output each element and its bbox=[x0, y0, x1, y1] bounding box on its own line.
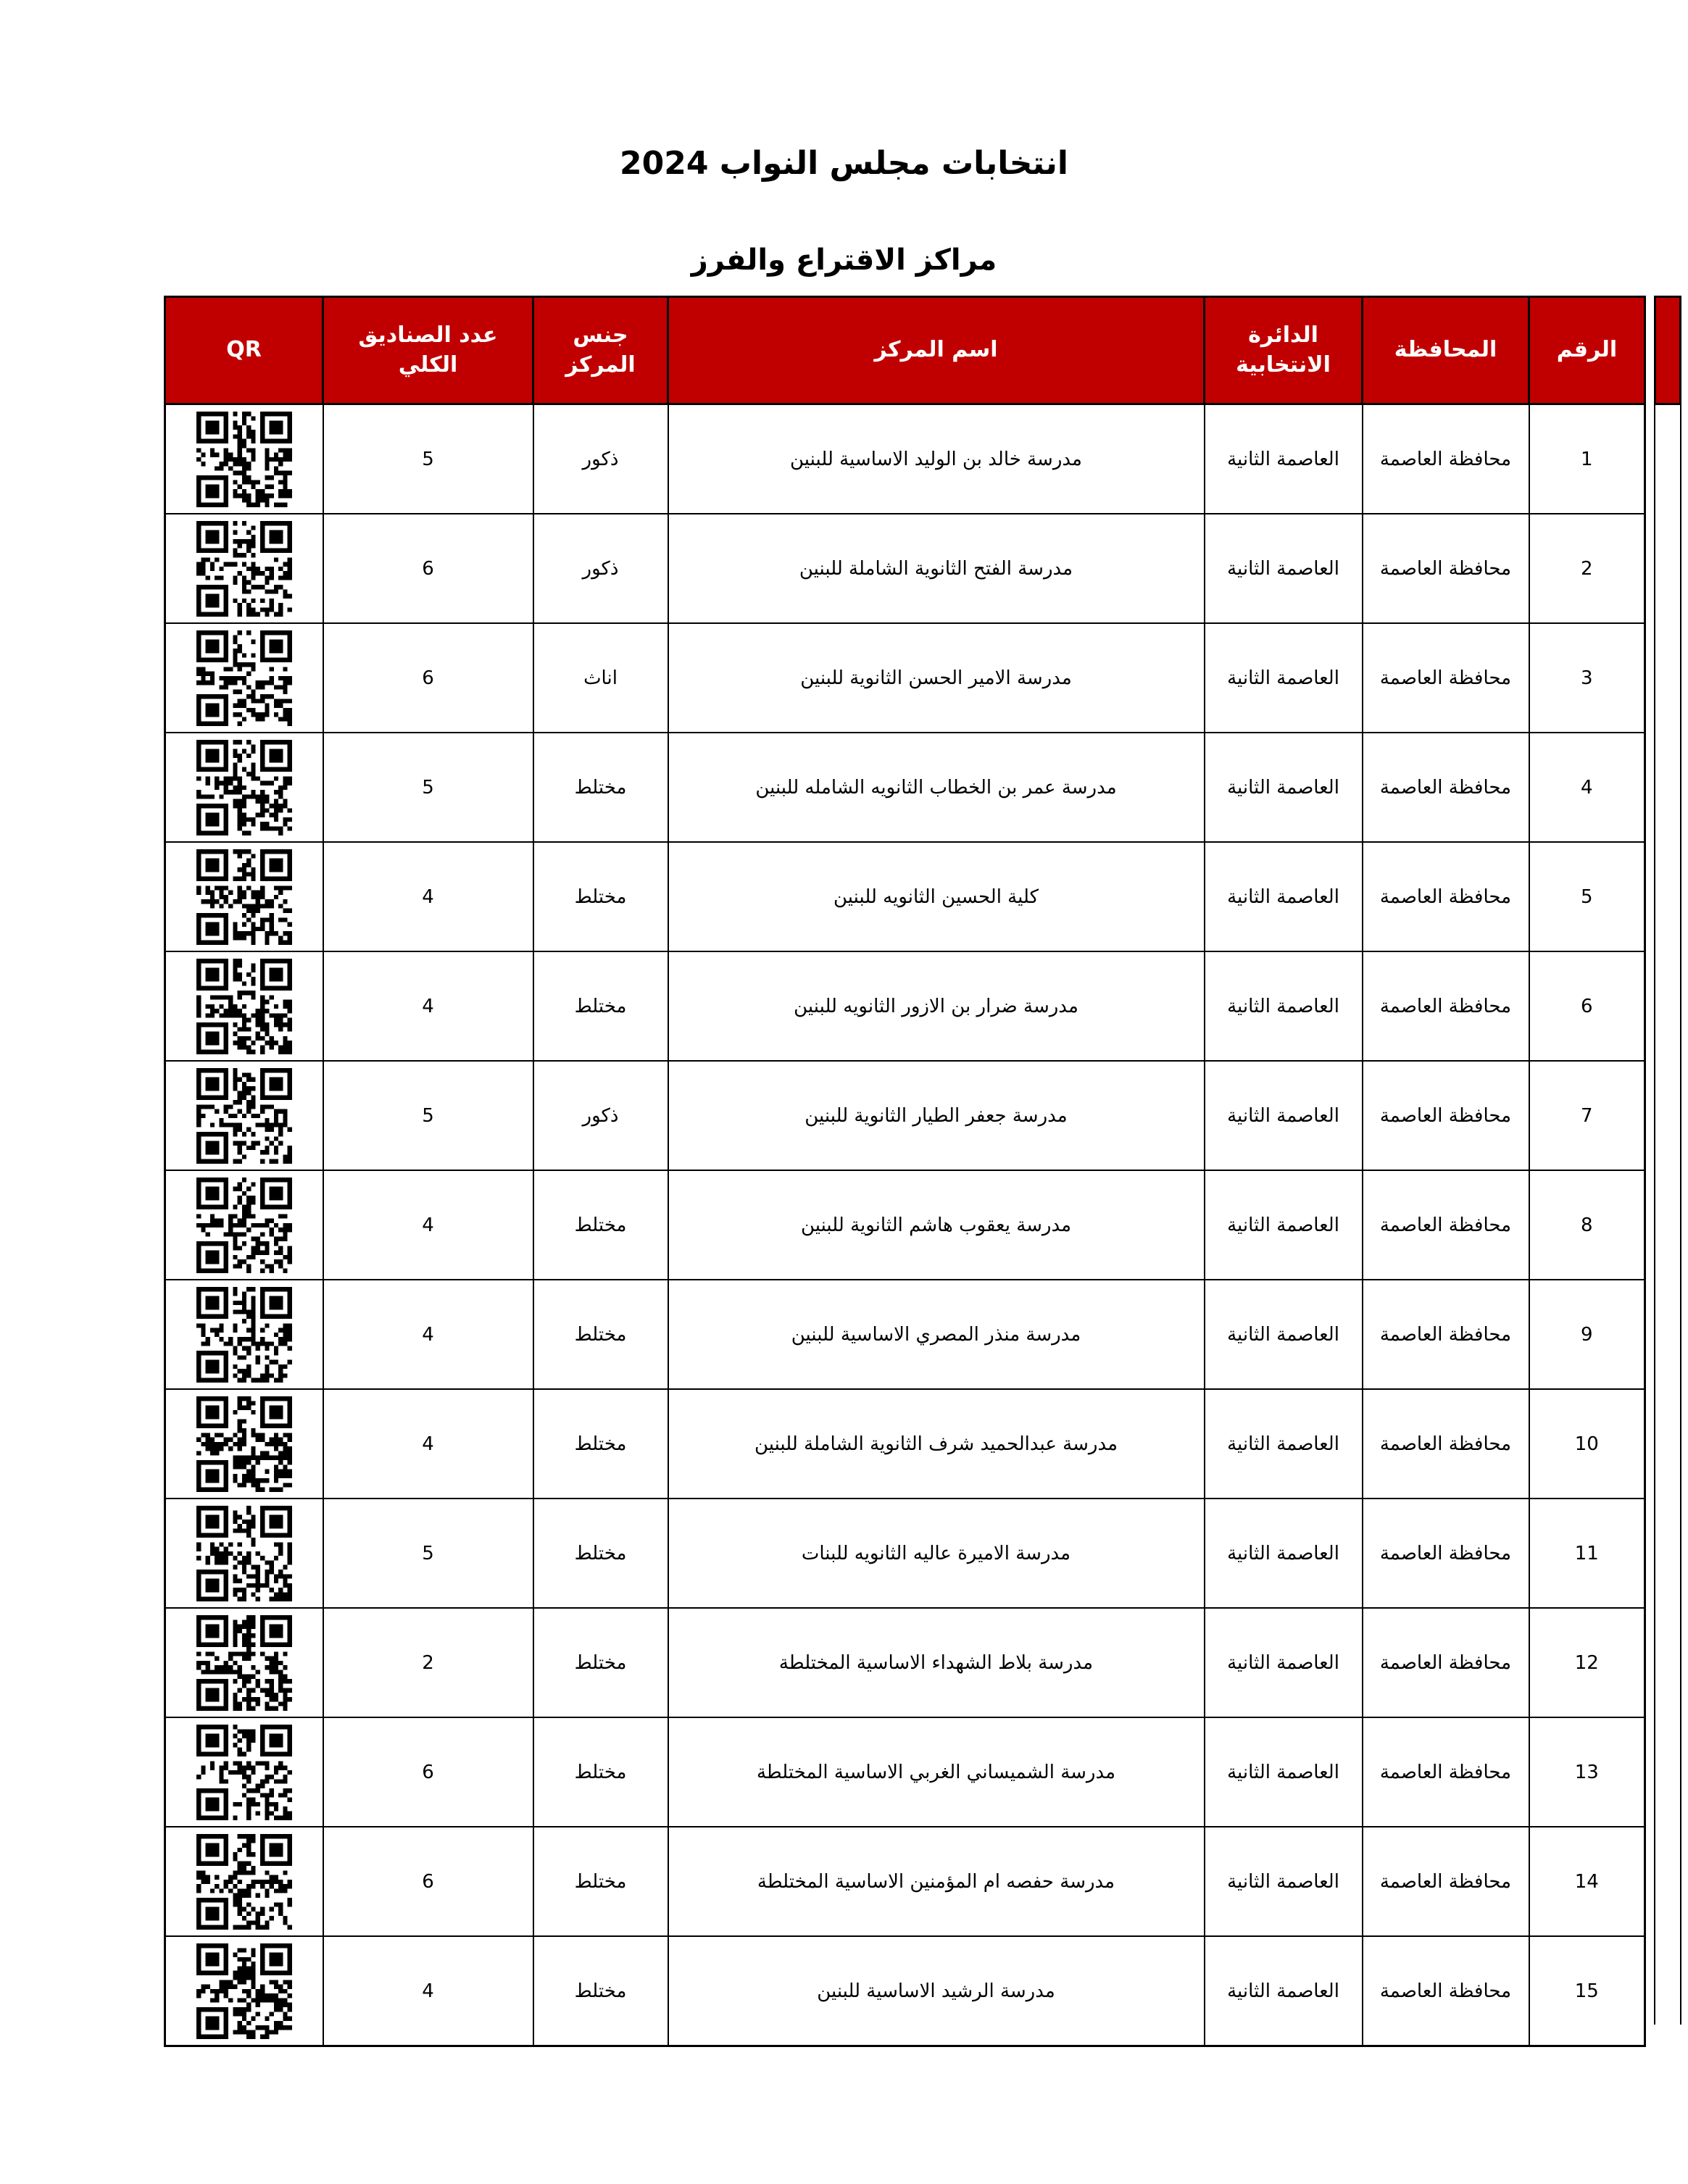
boxes-count-cell: 6 bbox=[323, 514, 533, 623]
qr-code bbox=[196, 959, 292, 1054]
table-row bbox=[165, 623, 1645, 733]
center-name-cell: كلية الحسين الثانويه للبنين bbox=[668, 842, 1205, 951]
center-gender-cell: ذكور bbox=[533, 404, 668, 514]
center-gender-cell: مختلط bbox=[533, 842, 668, 951]
center-name-cell: مدرسة الاميرة عاليه الثانويه للبنات bbox=[668, 1499, 1205, 1608]
table-header bbox=[165, 297, 1645, 404]
center-gender-cell: مختلط bbox=[533, 1280, 668, 1389]
qr-code bbox=[196, 1068, 292, 1164]
district-cell: العاصمة الثانية bbox=[1205, 951, 1363, 1061]
center-name-cell: مدرسة منذر المصري الاساسية للبنين bbox=[668, 1280, 1205, 1389]
boxes-count-cell: 4 bbox=[323, 1936, 533, 2046]
row-number-cell: 11 bbox=[1529, 1499, 1645, 1608]
header-district: الدائرة الانتخابية bbox=[1205, 297, 1363, 404]
district-cell: العاصمة الثانية bbox=[1205, 1389, 1363, 1499]
qr-cell bbox=[165, 1061, 323, 1170]
boxes-count-cell: 6 bbox=[323, 1827, 533, 1936]
page-subtitle: مراكز الاقتراع والفرز bbox=[691, 243, 997, 277]
qr-code bbox=[196, 1506, 292, 1601]
governorate-cell: محافظة العاصمة bbox=[1363, 842, 1529, 951]
center-gender-cell: مختلط bbox=[533, 1499, 668, 1608]
center-name-cell: مدرسة بلاط الشهداء الاساسية المختلطة bbox=[668, 1608, 1205, 1717]
center-gender-cell: مختلط bbox=[533, 1936, 668, 2046]
qr-cell bbox=[165, 1499, 323, 1608]
center-gender-cell: مختلط bbox=[533, 1389, 668, 1499]
center-gender-cell: مختلط bbox=[533, 733, 668, 842]
row-number-cell: 13 bbox=[1529, 1717, 1645, 1827]
governorate-cell: محافظة العاصمة bbox=[1363, 733, 1529, 842]
table-row bbox=[165, 1170, 1645, 1280]
governorate-cell: محافظة العاصمة bbox=[1363, 1389, 1529, 1499]
governorate-cell: محافظة العاصمة bbox=[1363, 1827, 1529, 1936]
qr-code bbox=[196, 412, 292, 507]
table-body bbox=[165, 404, 1645, 2046]
page-title: انتخابات مجلس النواب 2024 bbox=[619, 145, 1069, 182]
center-name-cell: مدرسة عبدالحميد شرف الثانوية الشاملة للبنين bbox=[668, 1389, 1205, 1499]
center-name-cell: مدرسة حفصه ام المؤمنين الاساسية المختلطة bbox=[668, 1827, 1205, 1936]
center-name-cell: مدرسة عمر بن الخطاب الثانويه الشامله للبنين bbox=[668, 733, 1205, 842]
qr-code bbox=[196, 1834, 292, 1930]
center-name-cell: مدرسة الامير الحسن الثانوية للبنين bbox=[668, 623, 1205, 733]
table-row bbox=[165, 404, 1645, 514]
district-cell: العاصمة الثانية bbox=[1205, 1936, 1363, 2046]
qr-cell bbox=[165, 733, 323, 842]
boxes-count-cell: 5 bbox=[323, 733, 533, 842]
center-gender-cell: اناث bbox=[533, 623, 668, 733]
table-row bbox=[165, 1608, 1645, 1717]
district-cell: العاصمة الثانية bbox=[1205, 1280, 1363, 1389]
row-number-cell: 12 bbox=[1529, 1608, 1645, 1717]
center-name-cell: مدرسة الشميساني الغربي الاساسية المختلطة bbox=[668, 1717, 1205, 1827]
qr-cell bbox=[165, 951, 323, 1061]
table-edge-strip bbox=[1654, 296, 1681, 2025]
district-cell: العاصمة الثانية bbox=[1205, 842, 1363, 951]
district-cell: العاصمة الثانية bbox=[1205, 1717, 1363, 1827]
row-number-cell: 8 bbox=[1529, 1170, 1645, 1280]
center-name-cell: مدرسة يعقوب هاشم الثانوية للبنين bbox=[668, 1170, 1205, 1280]
row-number-cell: 7 bbox=[1529, 1061, 1645, 1170]
qr-code bbox=[196, 630, 292, 726]
center-gender-cell: مختلط bbox=[533, 1717, 668, 1827]
qr-code bbox=[196, 1943, 292, 2039]
center-name-cell: مدرسة الفتح الثانوية الشاملة للبنين bbox=[668, 514, 1205, 623]
qr-cell bbox=[165, 1936, 323, 2046]
row-number-cell: 14 bbox=[1529, 1827, 1645, 1936]
qr-cell bbox=[165, 1170, 323, 1280]
governorate-cell: محافظة العاصمة bbox=[1363, 514, 1529, 623]
center-gender-cell: ذكور bbox=[533, 514, 668, 623]
qr-cell bbox=[165, 842, 323, 951]
center-name-cell: مدرسة الرشيد الاساسية للبنين bbox=[668, 1936, 1205, 2046]
row-number-cell: 6 bbox=[1529, 951, 1645, 1061]
boxes-count-cell: 6 bbox=[323, 623, 533, 733]
row-number-cell: 10 bbox=[1529, 1389, 1645, 1499]
header-governorate: المحافظة bbox=[1363, 297, 1529, 404]
qr-code bbox=[196, 1287, 292, 1383]
qr-cell bbox=[165, 623, 323, 733]
governorate-cell: محافظة العاصمة bbox=[1363, 1280, 1529, 1389]
boxes-count-cell: 5 bbox=[323, 1499, 533, 1608]
header-total-boxes: عدد الصناديق الكلي bbox=[323, 297, 533, 404]
qr-cell bbox=[165, 1608, 323, 1717]
table-row bbox=[165, 1717, 1645, 1827]
table-row bbox=[165, 951, 1645, 1061]
district-cell: العاصمة الثانية bbox=[1205, 1608, 1363, 1717]
header-center-name: اسم المركز bbox=[668, 297, 1205, 404]
qr-code bbox=[196, 1615, 292, 1711]
center-gender-cell: مختلط bbox=[533, 951, 668, 1061]
center-gender-cell: ذكور bbox=[533, 1061, 668, 1170]
governorate-cell: محافظة العاصمة bbox=[1363, 1061, 1529, 1170]
district-cell: العاصمة الثانية bbox=[1205, 1827, 1363, 1936]
polling-centers-table bbox=[164, 296, 1646, 2047]
header-center-gender: جنس المركز bbox=[533, 297, 668, 404]
qr-code bbox=[196, 740, 292, 835]
table-row bbox=[165, 842, 1645, 951]
header-number: الرقم bbox=[1529, 297, 1645, 404]
table-row bbox=[165, 1389, 1645, 1499]
qr-cell bbox=[165, 514, 323, 623]
qr-cell bbox=[165, 1389, 323, 1499]
boxes-count-cell: 5 bbox=[323, 404, 533, 514]
boxes-count-cell: 5 bbox=[323, 1061, 533, 1170]
row-number-cell: 3 bbox=[1529, 623, 1645, 733]
boxes-count-cell: 4 bbox=[323, 951, 533, 1061]
row-number-cell: 4 bbox=[1529, 733, 1645, 842]
qr-cell bbox=[165, 404, 323, 514]
table-edge-strip-body bbox=[1654, 405, 1681, 2025]
district-cell: العاصمة الثانية bbox=[1205, 1061, 1363, 1170]
governorate-cell: محافظة العاصمة bbox=[1363, 1170, 1529, 1280]
governorate-cell: محافظة العاصمة bbox=[1363, 1936, 1529, 2046]
district-cell: العاصمة الثانية bbox=[1205, 623, 1363, 733]
row-number-cell: 5 bbox=[1529, 842, 1645, 951]
governorate-cell: محافظة العاصمة bbox=[1363, 1608, 1529, 1717]
boxes-count-cell: 4 bbox=[323, 1280, 533, 1389]
qr-code bbox=[196, 1725, 292, 1820]
governorate-cell: محافظة العاصمة bbox=[1363, 623, 1529, 733]
qr-code bbox=[196, 1396, 292, 1492]
qr-code bbox=[196, 1178, 292, 1273]
governorate-cell: محافظة العاصمة bbox=[1363, 1717, 1529, 1827]
row-number-cell: 1 bbox=[1529, 404, 1645, 514]
table-row bbox=[165, 1280, 1645, 1389]
table-row bbox=[165, 733, 1645, 842]
district-cell: العاصمة الثانية bbox=[1205, 514, 1363, 623]
row-number-cell: 15 bbox=[1529, 1936, 1645, 2046]
governorate-cell: محافظة العاصمة bbox=[1363, 1499, 1529, 1608]
center-gender-cell: مختلط bbox=[533, 1608, 668, 1717]
center-name-cell: مدرسة ضرار بن الازور الثانويه للبنين bbox=[668, 951, 1205, 1061]
qr-cell bbox=[165, 1717, 323, 1827]
boxes-count-cell: 2 bbox=[323, 1608, 533, 1717]
table-row bbox=[165, 514, 1645, 623]
table-row bbox=[165, 1936, 1645, 2046]
table-row bbox=[165, 1061, 1645, 1170]
boxes-count-cell: 4 bbox=[323, 1170, 533, 1280]
center-gender-cell: مختلط bbox=[533, 1170, 668, 1280]
table-edge-strip-header bbox=[1654, 296, 1681, 405]
district-cell: العاصمة الثانية bbox=[1205, 1170, 1363, 1280]
qr-code bbox=[196, 849, 292, 945]
header-qr: QR bbox=[165, 297, 323, 404]
district-cell: العاصمة الثانية bbox=[1205, 1499, 1363, 1608]
qr-code bbox=[196, 521, 292, 617]
governorate-cell: محافظة العاصمة bbox=[1363, 951, 1529, 1061]
governorate-cell: محافظة العاصمة bbox=[1363, 404, 1529, 514]
boxes-count-cell: 6 bbox=[323, 1717, 533, 1827]
row-number-cell: 2 bbox=[1529, 514, 1645, 623]
district-cell: العاصمة الثانية bbox=[1205, 404, 1363, 514]
district-cell: العاصمة الثانية bbox=[1205, 733, 1363, 842]
center-name-cell: مدرسة جعفر الطيار الثانوية للبنين bbox=[668, 1061, 1205, 1170]
qr-cell bbox=[165, 1280, 323, 1389]
center-gender-cell: مختلط bbox=[533, 1827, 668, 1936]
row-number-cell: 9 bbox=[1529, 1280, 1645, 1389]
boxes-count-cell: 4 bbox=[323, 842, 533, 951]
boxes-count-cell: 4 bbox=[323, 1389, 533, 1499]
table-row bbox=[165, 1499, 1645, 1608]
center-name-cell: مدرسة خالد بن الوليد الاساسية للبنين bbox=[668, 404, 1205, 514]
qr-cell bbox=[165, 1827, 323, 1936]
table-row bbox=[165, 1827, 1645, 1936]
